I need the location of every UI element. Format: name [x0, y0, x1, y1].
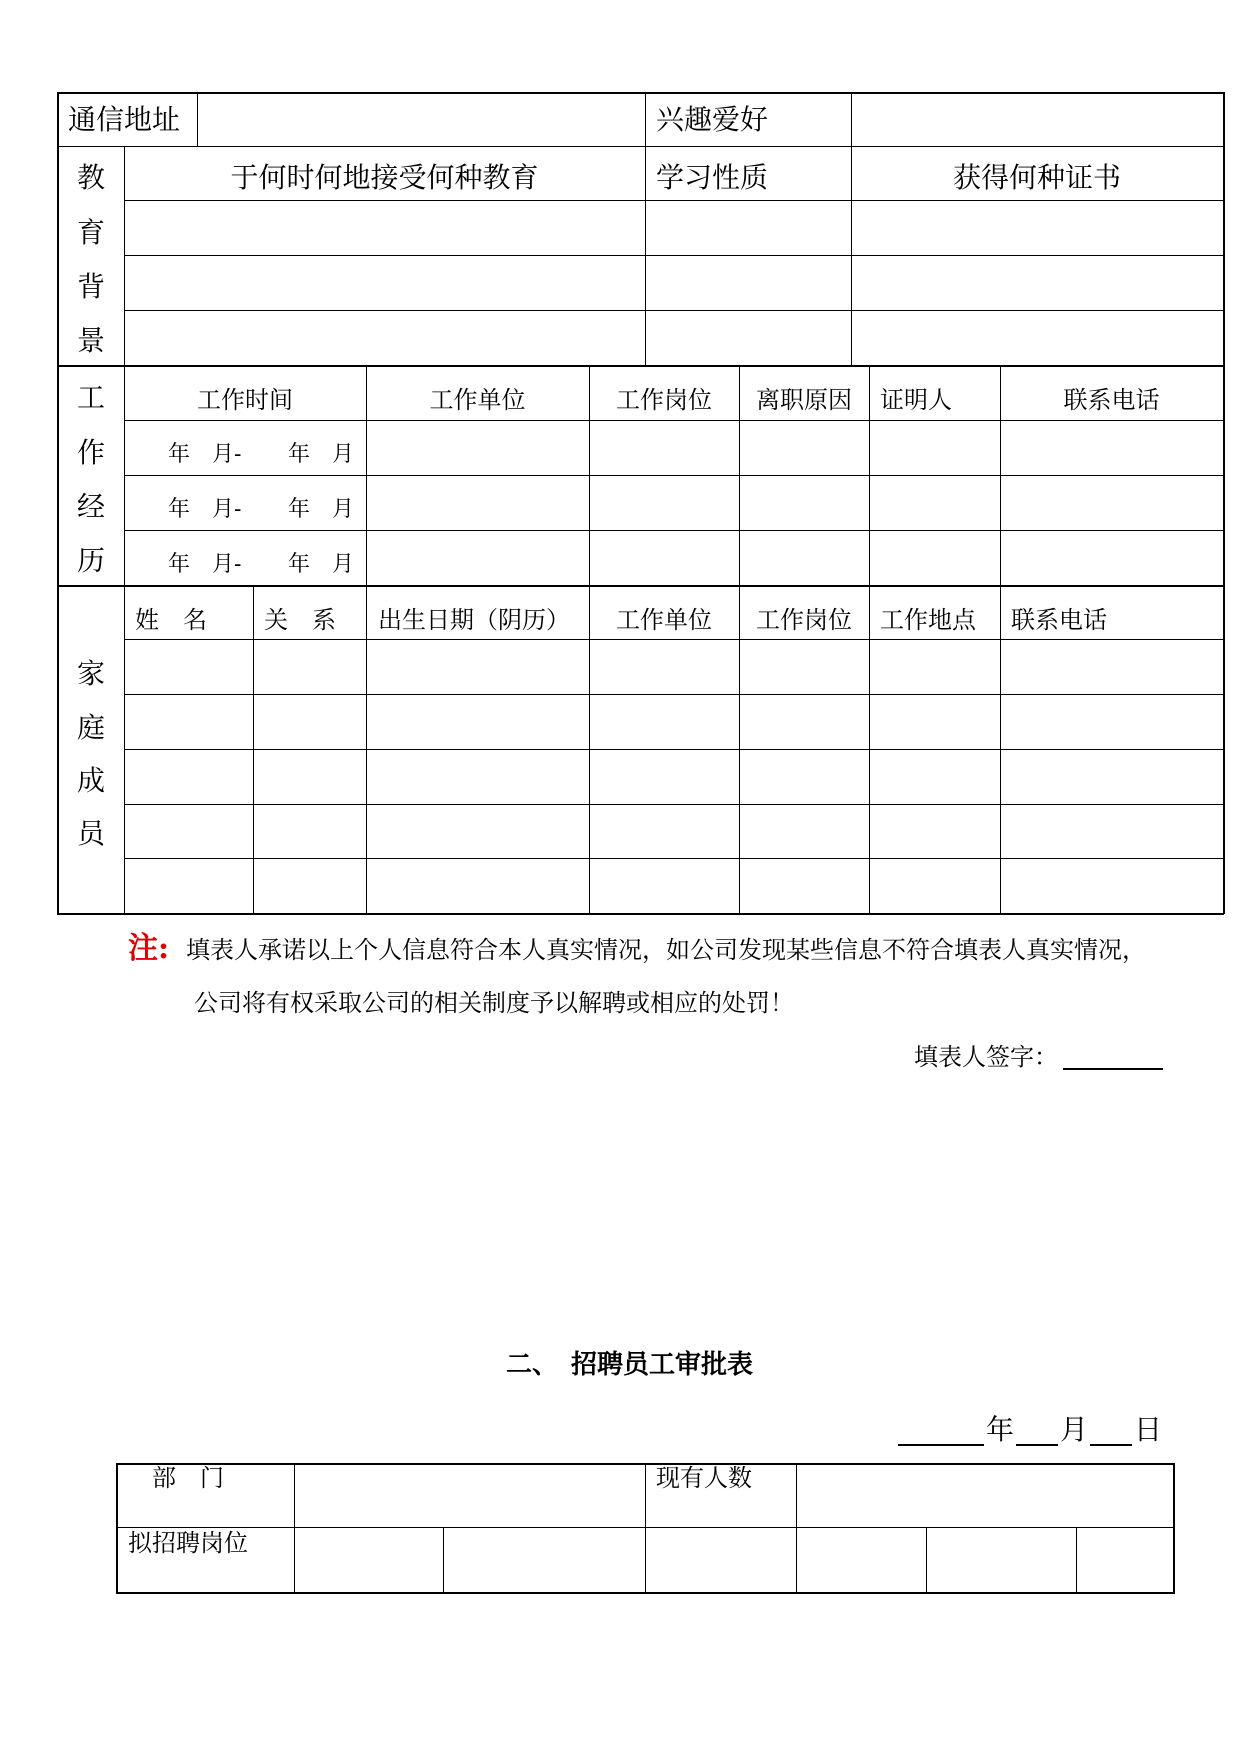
date-month-blank[interactable]: [1016, 1444, 1058, 1446]
month-label: 月: [332, 552, 355, 577]
approval-title: 二、 招聘员工审批表: [506, 1350, 754, 1380]
education-cell[interactable]: [853, 257, 1221, 309]
work-cells-area[interactable]: [368, 422, 1224, 584]
month-label: 月-: [212, 497, 242, 522]
department-label: 部 门: [152, 1464, 224, 1492]
work-header-employer: 工作单位: [429, 386, 526, 414]
work-header-leave-reason: 离职原因: [756, 386, 852, 414]
family-header-name: 姓 名: [135, 606, 207, 634]
note-mark: 注:: [128, 931, 170, 966]
hobby-field[interactable]: [853, 94, 1221, 145]
family-cells-area[interactable]: [126, 641, 1224, 913]
note-block: [128, 931, 170, 966]
date-year-label: 年: [986, 1413, 1015, 1446]
department-field[interactable]: [296, 1465, 644, 1526]
signature-label: 填表人签字：: [914, 1043, 1058, 1071]
education-cell[interactable]: [126, 202, 644, 254]
month-label: 月-: [212, 552, 242, 577]
work-header-time: 工作时间: [197, 386, 293, 414]
family-header-position: 工作岗位: [756, 606, 852, 634]
date-month-label: 月: [1060, 1413, 1089, 1446]
education-header-certificate: 获得何种证书: [952, 161, 1121, 194]
year-label: 年: [288, 497, 311, 522]
family-header-employer: 工作单位: [616, 606, 712, 634]
position-label: 拟招聘岗位: [128, 1529, 248, 1557]
date-year-blank[interactable]: [898, 1444, 984, 1446]
family-header-birthdate: 出生日期（阴历）: [378, 606, 570, 634]
education-cell[interactable]: [853, 312, 1221, 364]
family-header-phone: 联系电话: [1011, 606, 1107, 634]
education-cell[interactable]: [126, 312, 644, 364]
year-label: 年: [168, 497, 191, 522]
address-field[interactable]: [199, 94, 643, 145]
education-cell[interactable]: [647, 312, 850, 364]
year-label: 年: [288, 552, 311, 577]
month-label: 月-: [212, 442, 242, 467]
work-header-reference: 证明人: [880, 386, 952, 414]
address-label: 通信地址: [68, 103, 181, 136]
date-day-blank[interactable]: [1090, 1444, 1132, 1446]
year-label: 年: [288, 442, 311, 467]
work-header-position: 工作岗位: [616, 386, 712, 414]
family-header-relation: 关 系: [264, 606, 336, 634]
education-header-where: 于何时何地接受何种教育: [230, 161, 539, 194]
education-cell[interactable]: [647, 202, 850, 254]
position-fields[interactable]: [296, 1529, 1172, 1591]
education-header-nature: 学习性质: [656, 161, 769, 194]
signature-line[interactable]: [1063, 1068, 1163, 1070]
note-line-2: 公司将有权采取公司的相关制度予以解聘或相应的处罚！: [194, 989, 794, 1017]
family-header-location: 工作地点: [880, 606, 976, 634]
hobby-label: 兴趣爱好: [656, 103, 769, 136]
month-label: 月: [332, 442, 355, 467]
education-cell[interactable]: [853, 202, 1221, 254]
year-label: 年: [168, 442, 191, 467]
date-day-label: 日: [1134, 1413, 1163, 1446]
education-cell[interactable]: [647, 257, 850, 309]
note-line-1: 填表人承诺以上个人信息符合本人真实情况，如公司发现某些信息不符合填表人真实情况，: [186, 936, 1146, 964]
work-header-phone: 联系电话: [1063, 386, 1160, 414]
education-cell[interactable]: [126, 257, 644, 309]
year-label: 年: [168, 552, 191, 577]
month-label: 月: [332, 497, 355, 522]
headcount-field[interactable]: [798, 1465, 1172, 1526]
headcount-label: 现有人数: [656, 1464, 752, 1492]
